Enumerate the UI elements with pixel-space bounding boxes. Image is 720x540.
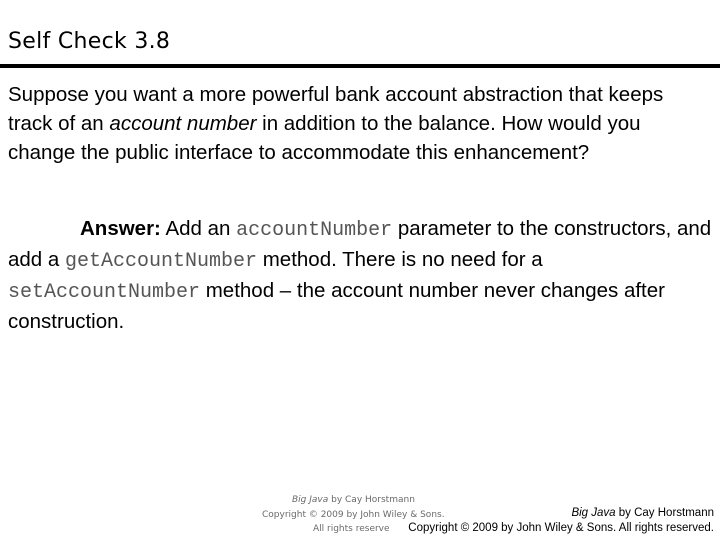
footer-small-book: Big Java <box>292 495 329 505</box>
footer-small-author: by Cay Horstmann <box>328 495 415 505</box>
footer-copyright: Copyright © 2009 by John Wiley & Sons. All rights reserved. <box>408 522 714 534</box>
question-text-end: in addition to the balance. How would you change the public interface to accommodate this enhancement? <box>8 112 641 164</box>
question-emphasis: account number <box>109 112 257 135</box>
footer-small-book-line <box>292 494 415 507</box>
slide-title: Self Check 3.8 <box>8 29 171 54</box>
footer-small-rights: All rights reserve <box>313 524 390 534</box>
code-set-account-number: setAccountNumber <box>8 281 201 304</box>
code-get-account-number: getAccountNumber <box>65 250 258 273</box>
question-text <box>8 80 713 167</box>
answer-label: Answer: <box>80 217 161 240</box>
title-rule <box>0 64 720 68</box>
footer-author: by Cay Horstmann <box>615 507 714 519</box>
answer-text-2: parameter to the constructors, and add a <box>8 217 712 271</box>
title-bar <box>0 22 720 66</box>
answer-text-1: Add an <box>160 217 237 240</box>
footer-book: Big Java <box>571 507 616 519</box>
code-account-number: accountNumber <box>236 219 393 242</box>
question-text-start: Suppose you want a more powerful bank account abstraction that keeps track of an <box>8 83 664 135</box>
answer-text <box>8 214 713 336</box>
footer-small-copyright: Copyright © 2009 by John Wiley & Sons. <box>262 510 445 520</box>
footer-book-line <box>571 506 714 521</box>
answer-text-4: method – the account number never changes after construction. <box>8 279 665 333</box>
answer-text-3: method. There is no need for a <box>257 248 543 271</box>
